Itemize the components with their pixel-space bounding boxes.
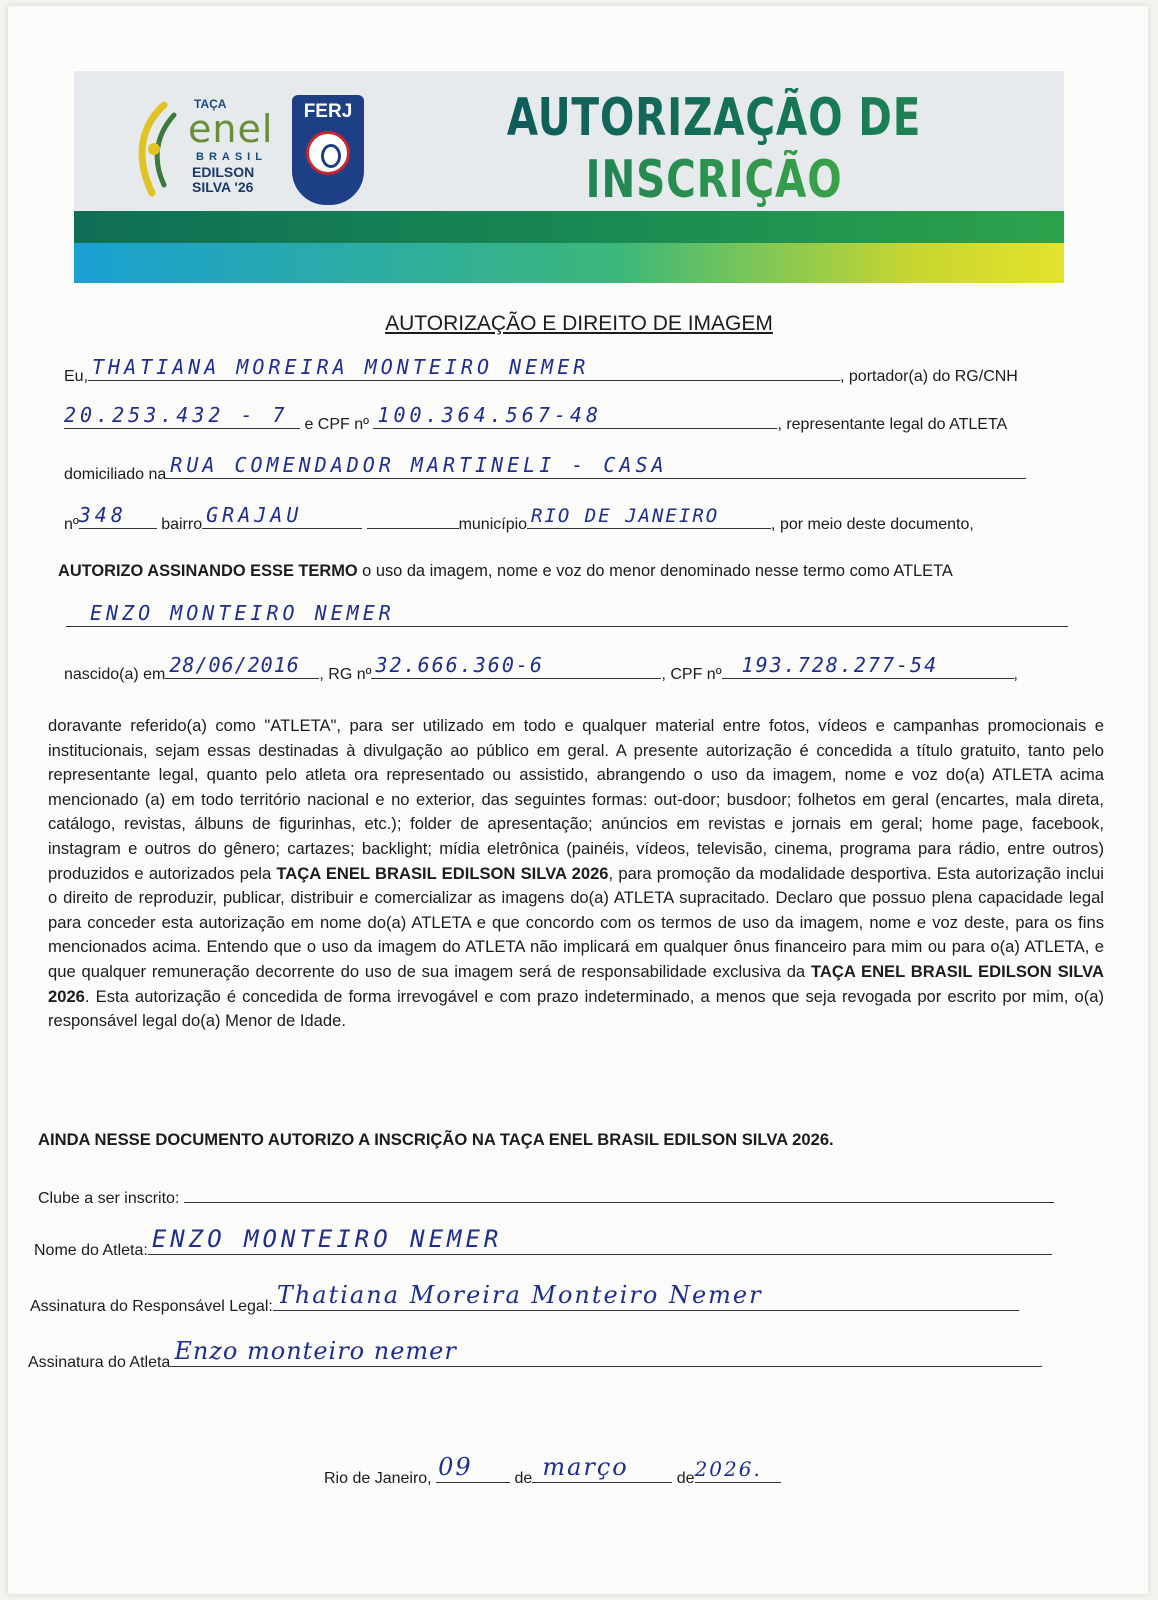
month-value: março	[542, 1453, 629, 1481]
resp-signature-field[interactable]	[273, 1281, 1019, 1311]
athlete-cpf: 193.728.277-54	[741, 653, 939, 677]
nascido-label: nascido(a) em	[64, 666, 166, 683]
terms-part-1: doravante referido(a) como "ATLETA", para ser utilizado em todo e qualquer material entre fotos, vídeos e campanhas promocionais e institucionais, sejam essas destinadas à divulgação ao público em geral. A presente autorização é concedida a título gratuito, tanto pelo representante legal, quanto pelo atleta ora representado ou assistido, abrangendo o uso da imagem, nome e voz do(a) ATLETA acima mencionado (a) em todo território nacional e no exterior, das seguintes formas: out-door; busdoor; folhetos em geral (encartes, mala direta, catálogo, revistas, álbuns de figurinhas, etc.); folder de apresentação; anúncios em revistas e jornais em geral; home page, facebook, instagram e outros do gênero; cartazes; backlight; mídia eletrônica (painéis, vídeos, televisão, cinema, programa para rádio, entre outros) produzidos e autorizados pela	[48, 716, 1104, 883]
athlete-name-field[interactable]	[66, 601, 1068, 627]
inscricao-title: AINDA NESSE DOCUMENTO AUTORIZO A INSCRIÇÃO NA TAÇA ENEL BRASIL EDILSON SILVA 2026.	[38, 1130, 834, 1149]
de-label-1: de	[514, 1470, 533, 1487]
gradient-stripe	[74, 243, 1064, 283]
atleta-signature: Enzo monteiro nemer	[174, 1337, 457, 1365]
athlete-cpf-field[interactable]	[722, 653, 1014, 679]
line-eu	[64, 355, 1018, 386]
representante-label: , representante legal do ATLETA	[777, 416, 1008, 433]
bairro-label: bairro	[161, 516, 203, 533]
eu-label: Eu,	[64, 368, 89, 385]
logo-edilson: EDILSON	[192, 164, 255, 180]
portador-label: , portador(a) do RG/CNH	[840, 368, 1018, 385]
trailing-comma: ,	[1013, 666, 1018, 683]
bairro-value: GRAJAU	[206, 503, 303, 527]
line-numero	[64, 503, 974, 534]
terms-part-2: , para promoção da modalidade desportiva. Esta autorização inclui o direito de reproduzir, publicar, distribuir e comercializar as imagens do(a) ATLETA supracitado. Declaro que possuo plena capacidade legal para conceder esta autorização em nome do(a) ATLETA e que concordo com os termos de uso da imagem, nome e voz deste, para os fins mencionados acima. Entendo que o uso da imagem do ATLETA não implicará em qualquer ônus financeiro para mim ou para o(a) ATLETA, e que qualquer remuneração decorrente do uso de sua imagem será de responsabilidade exclusiva da	[48, 863, 1104, 981]
clube-label: Clube a ser inscrito:	[38, 1190, 180, 1207]
logo-brasil: BRASIL	[196, 151, 267, 163]
logo-enel: enel	[188, 107, 274, 151]
taca-enel-logo	[134, 93, 274, 203]
athlete-rg: 32.666.360-6	[375, 653, 544, 677]
rg-value: 20.253.432 - 7	[64, 403, 289, 427]
logo-taca: TAÇA	[194, 97, 227, 111]
line-rg	[64, 403, 1008, 434]
line-athlete	[66, 601, 1068, 632]
domiciliado-label: domiciliado na	[64, 466, 167, 483]
swoosh-icon	[134, 101, 178, 197]
terms-bold-2: TAÇA ENEL BRASIL EDILSON SILVA 2026	[48, 961, 1104, 1006]
athlete-rg-field[interactable]	[371, 653, 661, 679]
year-value: 2026.	[694, 1457, 762, 1481]
cpf-value: 100.364.567-48	[377, 403, 603, 427]
address-value: RUA COMENDADOR MARTINELI - CASA	[170, 453, 668, 477]
municipio-value: RIO DE JANEIRO	[531, 505, 720, 527]
line-autorizo	[58, 562, 953, 581]
section-title: AUTORIZAÇÃO E DIREITO DE IMAGEM	[385, 312, 773, 335]
day-value: 09	[438, 1453, 473, 1481]
athlete-name: ENZO MONTEIRO NEMER	[90, 601, 395, 625]
por-meio-label: , por meio deste documento,	[771, 516, 974, 533]
resp-signature: Thatiana Moreira Monteiro Nemer	[276, 1281, 763, 1309]
terms-paragraph	[48, 714, 1104, 1034]
atleta-sig-label: Assinatura do Atleta	[28, 1354, 171, 1371]
bairro-extra-field[interactable]	[367, 512, 459, 529]
bairro-field[interactable]	[202, 503, 362, 529]
resp-label: Assinatura do Responsável Legal:	[30, 1298, 273, 1315]
line-address	[64, 453, 1026, 484]
autorizo-bold: AUTORIZO ASSINANDO ESSE TERMO	[58, 562, 358, 580]
line-atleta-signature	[28, 1337, 1042, 1372]
numero-field[interactable]	[78, 503, 157, 529]
responsible-name: THATIANA MOREIRA MONTEIRO NEMER	[92, 355, 590, 379]
municipio-label: município	[458, 516, 528, 533]
nome-value: ENZO MONTEIRO NEMER	[151, 1225, 503, 1253]
nome-label: Nome do Atleta:	[34, 1242, 148, 1259]
line-clube	[38, 1186, 1054, 1208]
numero-label: nº	[64, 516, 79, 533]
clube-field[interactable]	[184, 1186, 1054, 1203]
cpf-field[interactable]	[373, 403, 777, 429]
municipio-field[interactable]	[527, 505, 771, 529]
header-banner	[74, 71, 1064, 283]
autorizo-rest: o uso da imagem, nome e voz do menor denominado nesse termo como ATLETA	[357, 562, 953, 580]
rg-label: , RG nº	[319, 666, 372, 683]
year-field[interactable]	[694, 1457, 781, 1483]
cpf-label: e CPF nº	[304, 416, 369, 433]
line-nome	[34, 1225, 1052, 1260]
month-field[interactable]	[532, 1453, 672, 1483]
line-responsavel	[30, 1281, 1019, 1316]
city-label: Rio de Janeiro,	[324, 1470, 432, 1487]
numero-value: 348	[78, 503, 127, 527]
ferj-emblem-icon	[306, 131, 350, 175]
birth-date: 28/06/2016	[169, 653, 300, 677]
athlete-cpf-label: , CPF nº	[661, 666, 722, 683]
terms-part-3: . Esta autorização é concedida de forma irrevogável e com prazo indeterminado, a menos que seja revogada por escrito por mim, o(a) responsável legal do(a) Menor de Idade.	[48, 986, 1104, 1031]
birth-date-field[interactable]	[165, 653, 319, 679]
green-stripe	[74, 211, 1064, 243]
rg-field[interactable]	[64, 403, 300, 429]
ferj-logo	[292, 95, 364, 205]
day-field[interactable]	[436, 1453, 510, 1483]
line-nascido	[64, 653, 1018, 684]
atleta-signature-field[interactable]	[170, 1337, 1042, 1367]
line-date	[324, 1453, 781, 1488]
logo-silva: SILVA '26	[192, 179, 254, 195]
ferj-label: FERJ	[303, 101, 353, 122]
address-field[interactable]	[166, 453, 1026, 479]
nome-field[interactable]	[148, 1225, 1052, 1255]
responsible-name-field[interactable]	[88, 355, 840, 381]
title-line-1: AUTORIZAÇÃO DE INSCRIÇÃO	[506, 88, 922, 210]
document-page	[8, 6, 1148, 1594]
de-label-2: de	[676, 1470, 695, 1487]
terms-bold-1: TAÇA ENEL BRASIL EDILSON SILVA 2026	[276, 863, 609, 883]
